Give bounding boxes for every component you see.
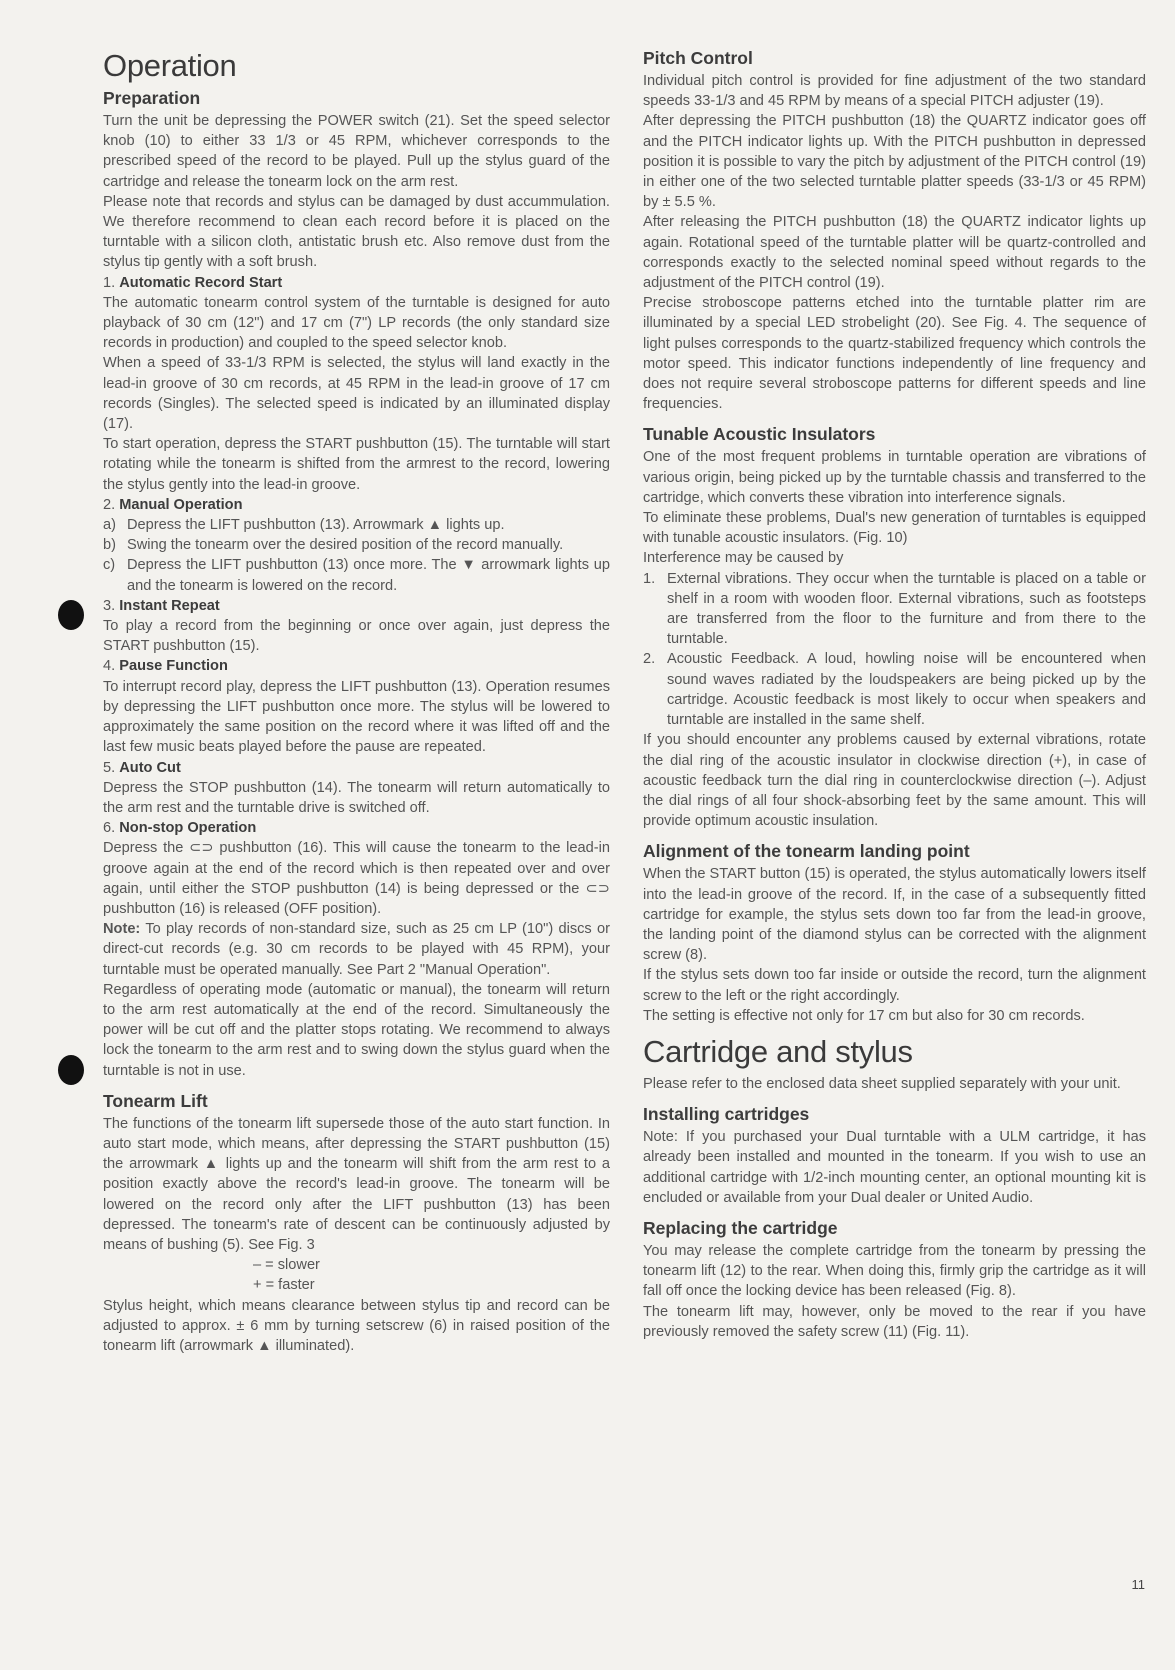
align-paragraph-3: The setting is effective not only for 17 cm but also for 30 cm records.: [643, 1007, 1085, 1024]
regardless-paragraph: Regardless of operating mode (automatic or manual), the tonearm will return to the arm rest automatically at the end of the record. Simultaneously the power will be cut off and the platter stops rotating. We recommend to always lock the tonearm to the arm rest and to swing down the stylus guard when the turntable is not in use.: [103, 981, 610, 1079]
preparation-heading: Preparation: [103, 88, 201, 108]
note-label: Note:: [103, 921, 141, 938]
replacing-heading: Replacing the cartridge: [643, 1217, 838, 1238]
right-column: [643, 48, 1146, 1342]
insul-paragraph-1: One of the most frequent problems in turntable operation are vibrations of various origin, being picked up by the turntable chassis and transferred to the cartridge, which converts these vibration into interference signals.: [643, 449, 1146, 506]
list-item: 1. External vibrations. They occur when the turntable is placed on a table or shelf in a room with wooden floor. External vibrations, such as footsteps are transferred from the floor to the furniture and from there to the turntable.: [643, 570, 1146, 648]
alignment-heading: Alignment of the tonearm landing point: [643, 841, 970, 862]
replacing-paragraph-2: The tonearm lift may, however, only be moved to the rear if you have previously removed the safety screw (11) (Fig. 11).: [643, 1303, 1146, 1340]
align-paragraph-2: If the stylus sets down too far inside or outside the record, turn the alignment screw to the left or the right accordingly.: [643, 967, 1146, 1004]
list-item: a) Depress the LIFT pushbutton (13). Arrowmark ▲ lights up.: [103, 517, 505, 534]
lift-paragraph-1: The functions of the tonearm lift supersede those of the auto start function. In auto start mode, which means, after depressing the START pushbutton (15) the arrowmark ▲ lights up and the tonearm will shift from the arm rest to a position exactly above the record's lead-in groove. The tonearm will be lowered on the record only after the LIFT pushbutton (13) has been depressed. The tonearm's rate of descent can be continuously adjusted by means of bushing (5). See Fig. 3: [103, 1115, 610, 1253]
section-6-heading: 6. Non-stop Operation: [103, 820, 257, 837]
lift-slower: – = slower: [253, 1257, 320, 1274]
installing-paragraph: Note: If you purchased your Dual turntable with a ULM cartridge, it has already been installed and mounted in the tonearm. If you wish to use an additional cartridge with 1/2-inch mounting center, an optional mounting kit is encluded or available from your Dual dealer or United Audio.: [643, 1129, 1146, 1206]
pitch-paragraph-2: After depressing the PITCH pushbutton (18) the QUARTZ indicator goes off and the PITCH indicator lights up. With the PITCH pushbutton in depressed position it is possible to vary the pitch by adjustment of the PITCH control (19) in either one of the two selected turntable platter speeds (33-1/3 or 45 RPM) by ± 5.5 %.: [643, 113, 1146, 211]
section-1-paragraph-2: When a speed of 33-1/3 RPM is selected, the stylus will land exactly in the lead-in groove of 30 cm records, at 45 RPM in the lead-in groove of 17 cm records (Singles). The selected speed is indicated by an illuminated display (17).: [103, 355, 610, 433]
section-1-paragraph-3: To start operation, depress the START pushbutton (15). The turntable will start rotating while the tonearm is shifted from the armrest to the record, lowering the stylus gently into the lead-in groove.: [103, 436, 610, 493]
insul-paragraph-4: If you should encounter any problems caused by external vibrations, rotate the dial ring of the acoustic insulator in clockwise direction (+), in case of acoustic feedback turn the dial ring in counterclockwise direction (–). Adjust the dial rings of all four shock-absorbing feet by the same amount. This will provide optimum acoustic insulation.: [643, 732, 1146, 830]
section-4-heading: 4. Pause Function: [103, 658, 228, 675]
section-1-paragraph-1: The automatic tonearm control system of the turntable is designed for auto playback of 30 cm (12") and 17 cm (7") LP records (the only standard size records in production) and coupled to the speed selector knob.: [103, 294, 610, 352]
pitch-paragraph-4: Precise stroboscope patterns etched into the turntable platter rim are illuminated by a special LED strobelight (20). See Fig. 4. The sequence of light pulses corresponds to the quartz-stabilized frequency which controls the motor speed. This indicator functions independently of line frequency and does not require several stroboscope patterns for different speeds and line frequencies.: [643, 295, 1146, 413]
section-4-paragraph: To interrupt record play, depress the LIFT pushbutton (13). Operation resumes by depressing the LIFT pushbutton once more. The stylus will be lowered to approximately the same position on the record where it was lifted off and the last few music beats played before the pause are repeated.: [103, 678, 610, 756]
insulators-heading: Tunable Acoustic Insulators: [643, 424, 876, 445]
page-number: 11: [1131, 1577, 1145, 1592]
prep-paragraph-1: Turn the unit be depressing the POWER switch (21). Set the speed selector knob (10) to either 33 1/3 or 45 RPM, whichever corresponds to the prescribed speed of the record to be played. Pull up the stylus guard of the cartridge and release the tonearm lock on the arm rest.: [103, 113, 610, 190]
section-6-paragraph: Depress the ⊂⊃ pushbutton (16). This will cause the tonearm to the lead-in groove again at the end of the record which is then repeated over and over again, until either the STOP pushbutton (14) is being depressed or the ⊂⊃ pushbutton (16) is released (OFF position).: [103, 840, 610, 917]
lift-faster: + = faster: [253, 1277, 315, 1294]
punch-hole-top: [58, 600, 84, 630]
section-1-heading: 1. Automatic Record Start: [103, 274, 283, 291]
cartridge-paragraph: Please refer to the enclosed data sheet supplied separately with your unit.: [643, 1075, 1121, 1092]
installing-heading: Installing cartridges: [643, 1104, 810, 1125]
note-paragraph: Note: To play records of non-standard size, such as 25 cm LP (10") discs or direct-cut records (e.g. 30 cm records to be played with 45 RPM), your turntable must be operated manually. See Part 2 "Manual Operation".: [103, 921, 610, 978]
section-5-paragraph: Depress the STOP pushbutton (14). The tonearm will return automatically to the arm rest and the turntable drive is switched off.: [103, 779, 610, 816]
section-3-paragraph: To play a record from the beginning or once over again, just depress the START pushbutton (15).: [103, 618, 610, 655]
section-2-heading: 2. Manual Operation: [103, 496, 243, 513]
tonearm-lift-heading: Tonearm Lift: [103, 1090, 208, 1111]
lift-paragraph-2: Stylus height, which means clearance between stylus tip and record can be adjusted to approx. ± 6 mm by turning setscrew (6) in raised position of the tonearm lift (arrowmark ▲ illuminated).: [103, 1297, 610, 1354]
section-3-heading: 3. Instant Repeat: [103, 597, 220, 614]
insul-paragraph-2: To eliminate these problems, Dual's new generation of turntables is equipped with tunable acoustic insulators. (Fig. 10): [643, 510, 1146, 547]
insul-paragraph-3: Interference may be caused by: [643, 550, 844, 567]
punch-hole-bottom: [58, 1055, 84, 1085]
align-paragraph-1: When the START button (15) is operated, the stylus automatically lowers itself into the lead-in groove of the record. If, in the case of a subsequently fitted cartridge for example, the stylus sets down too far from the lead-in groove, the landing point of the diamond stylus can be corrected with the alignment screw (8).: [643, 866, 1146, 964]
pitch-control-heading: Pitch Control: [643, 48, 753, 68]
list-item: 2. Acoustic Feedback. A loud, howling noise will be encountered when sound waves radiated by the loudspeakers are being picked up by the cartridge. Acoustic feedback is most likely to occur when speakers and turntable are installed in the same shelf.: [643, 651, 1146, 729]
section-5-heading: 5. Auto Cut: [103, 759, 181, 776]
left-column: [103, 44, 610, 1356]
pitch-paragraph-3: After releasing the PITCH pushbutton (18) the QUARTZ indicator lights up again. Rotational speed of the turntable platter will be quartz-controlled and corresponds exactly to the selected nominal speed without regards to the adjustment of the PITCH control (19).: [643, 214, 1146, 292]
list-item: c) Depress the LIFT pushbutton (13) once more. The ▼ arrowmark lights up and the tonearm is lowered on the record.: [103, 557, 610, 594]
replacing-paragraph-1: You may release the complete cartridge from the tonearm by pressing the tonearm lift (12) to the rear. When doing this, firmly grip the cartridge as it will fall off once the locking device has been released (Fig. 8).: [643, 1242, 1146, 1300]
operation-title: Operation: [103, 48, 237, 83]
cartridge-title: Cartridge and stylus: [643, 1033, 913, 1069]
prep-paragraph-2: Please note that records and stylus can be damaged by dust accummulation. We therefore recommend to clean each record before it is placed on the turntable with a silicon cloth, antistatic brush etc. Also remove dust from the stylus tip gently with a soft brush.: [103, 193, 610, 271]
pitch-paragraph-1: Individual pitch control is provided for fine adjustment of the two standard speeds 33-1/3 and 45 RPM by means of a special PITCH adjuster (19).: [643, 73, 1146, 110]
list-item: b) Swing the tonearm over the desired position of the record manually.: [103, 537, 564, 554]
